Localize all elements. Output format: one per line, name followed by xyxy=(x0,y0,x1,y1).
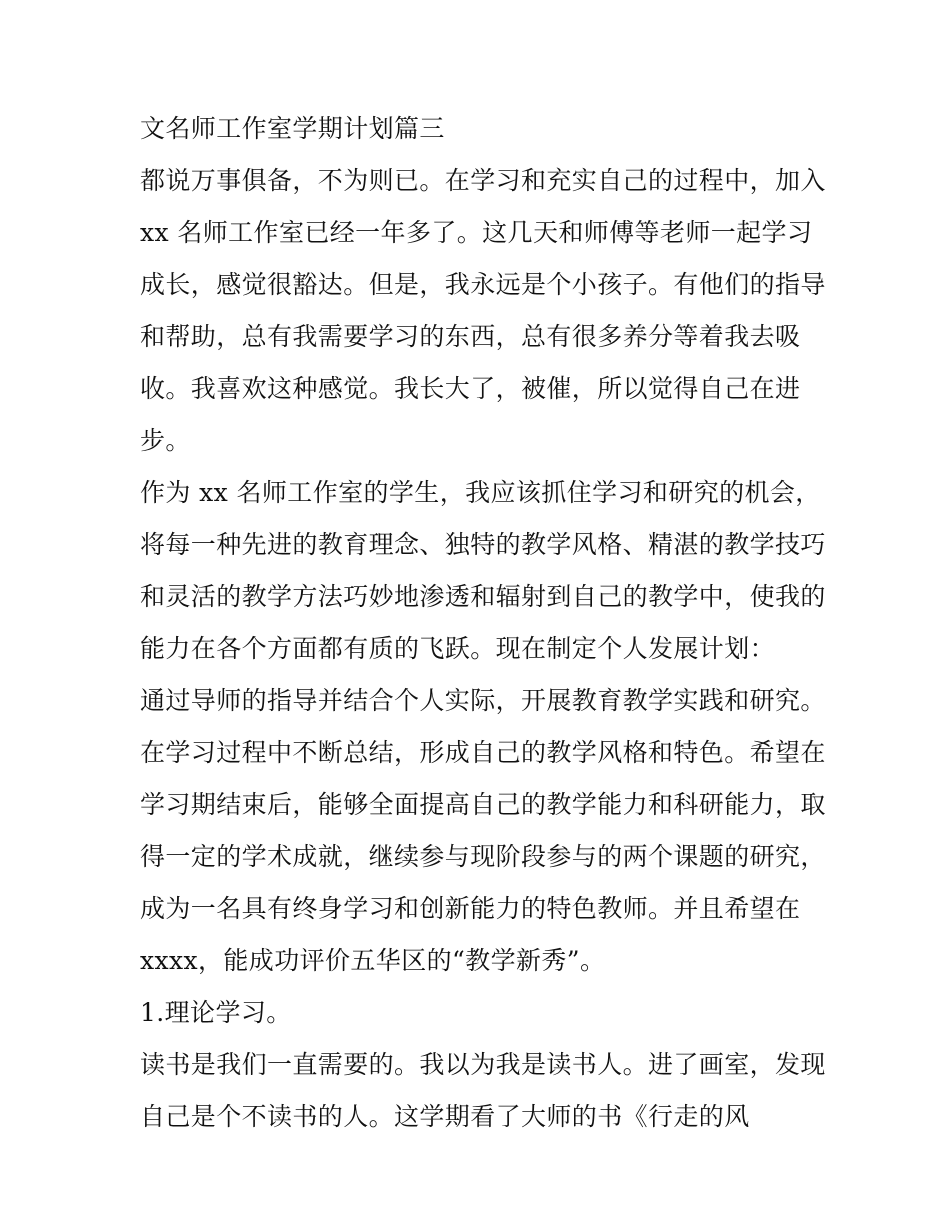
text-line: 通过导师的指导并结合个人实际，开展教育教学实践和研究。 xyxy=(140,686,826,715)
text-line: 收。我喜欢这种感觉。我长大了，被催，所以觉得自己在进 xyxy=(140,374,801,403)
text-line: 作为 xx 名师工作室的学生，我应该抓住学习和研究的机会， xyxy=(140,478,821,507)
text-line: 得一定的学术成就，继续参与现阶段参与的两个课题的研究， xyxy=(140,842,826,871)
text-line: 读书是我们一直需要的。我以为我是读书人。进了画室，发现 xyxy=(140,1050,826,1079)
text-line: 都说万事俱备，不为则已。在学习和充实自己的过程中，加入 xyxy=(140,166,826,195)
text-line: xx 名师工作室已经一年多了。这几天和师傅等老师一起学习 xyxy=(140,218,813,247)
text-line: 能力在各个方面都有质的飞跃。现在制定个人发展计划： xyxy=(140,634,776,663)
section-heading: 1.理论学习。 xyxy=(140,998,292,1027)
text-line: 将每一种先进的教育理念、独特的教学风格、精湛的教学技巧 xyxy=(140,530,826,559)
text-line: 成长，感觉很豁达。但是，我永远是个小孩子。有他们的指导 xyxy=(140,270,826,299)
text-line: 成为一名具有终身学习和创新能力的特色教师。并且希望在 xyxy=(140,894,801,923)
document-body xyxy=(140,110,826,1150)
text-line: 自己是个不读书的人。这学期看了大师的书《行走的风 xyxy=(140,1102,750,1131)
text-line: 步。 xyxy=(140,426,191,455)
document-title: 文名师工作室学期计划篇三 xyxy=(140,114,445,143)
text-line: 和帮助，总有我需要学习的东西，总有很多养分等着我去吸 xyxy=(140,322,801,351)
text-line: 在学习过程中不断总结，形成自己的教学风格和特色。希望在 xyxy=(140,738,826,767)
text-line: 学习期结束后，能够全面提高自己的教学能力和科研能力，取 xyxy=(140,790,826,819)
text-line: 和灵活的教学方法巧妙地渗透和辐射到自己的教学中，使我的 xyxy=(140,582,826,611)
text-line: xxxx，能成功评价五华区的“教学新秀”。 xyxy=(140,946,606,975)
